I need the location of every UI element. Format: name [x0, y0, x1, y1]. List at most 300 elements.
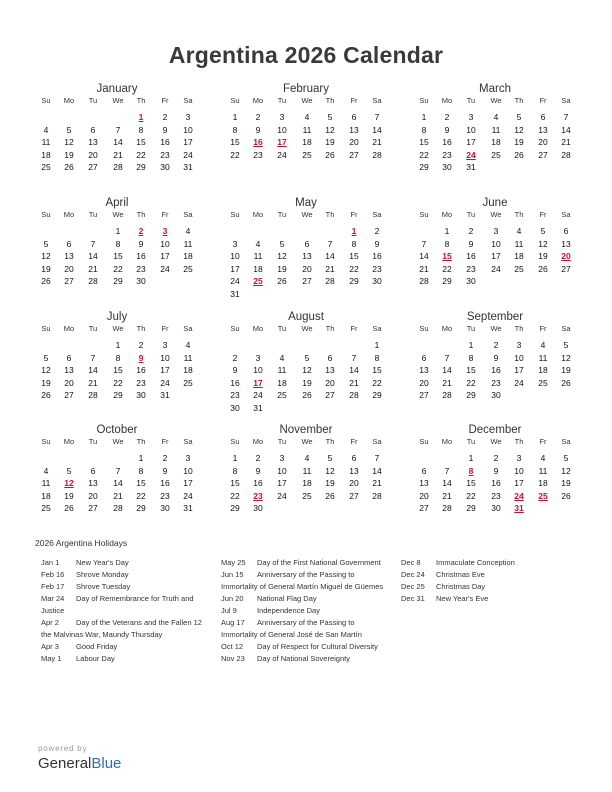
day-cell: 13: [561, 238, 571, 249]
day-cell: 8: [138, 124, 144, 135]
day-cell: 15: [372, 365, 382, 375]
day-cell: 14: [419, 251, 429, 261]
day-cell: 28: [419, 276, 429, 286]
day-cell: 20: [349, 478, 359, 488]
weekday-label: We: [112, 437, 124, 446]
day-cell: 18: [302, 478, 312, 488]
day-cell: 11: [491, 124, 501, 135]
day-cell: 20: [88, 149, 98, 160]
holiday-name: Day of the First National Government: [257, 558, 381, 567]
day-cell: 30: [136, 276, 146, 286]
day-cell: 16: [160, 137, 170, 147]
day-cell: 31: [183, 503, 193, 513]
holiday-day: 24: [466, 149, 476, 160]
weekday-label: We: [112, 210, 124, 219]
day-cell: 12: [325, 124, 335, 135]
day-cell: 23: [136, 263, 146, 274]
day-cell: 18: [183, 251, 193, 261]
day-cell: 24: [160, 377, 170, 388]
day-cell: 26: [561, 490, 571, 501]
weekday-label: Fr: [539, 437, 547, 446]
day-cell: 6: [90, 465, 96, 476]
day-cell: 2: [374, 226, 380, 236]
day-cell: 7: [351, 352, 357, 363]
holiday-day: 20: [561, 251, 571, 261]
day-cell: 12: [538, 238, 548, 249]
holiday-date: Dec 31: [401, 594, 425, 603]
weekday-label: Su: [41, 96, 51, 105]
day-cell: 27: [302, 276, 312, 286]
month-name: May: [295, 197, 317, 209]
holiday-date: Oct 12: [221, 642, 244, 651]
day-cell: 5: [540, 226, 546, 236]
weekday-label: Tu: [88, 324, 98, 333]
day-cell: 27: [538, 149, 548, 160]
day-cell: 20: [325, 377, 335, 388]
day-cell: 10: [183, 124, 193, 135]
weekday-label: Mo: [252, 437, 264, 446]
day-cell: 16: [442, 137, 452, 147]
day-cell: 4: [43, 124, 49, 135]
day-cell: 30: [442, 162, 452, 172]
day-cell: 30: [253, 503, 263, 513]
weekday-label: Th: [325, 324, 335, 333]
holidays-title: 2026 Argentina Holidays: [35, 538, 128, 548]
weekday-label: Fr: [350, 96, 358, 105]
day-cell: 16: [230, 377, 240, 388]
day-cell: 11: [41, 137, 51, 147]
day-cell: 23: [491, 490, 501, 501]
day-cell: 9: [444, 124, 450, 135]
day-cell: 9: [255, 124, 261, 135]
day-cell: 3: [279, 112, 285, 122]
day-cell: 16: [136, 251, 146, 261]
day-cell: 6: [304, 238, 310, 249]
day-cell: 18: [277, 377, 287, 388]
day-cell: 19: [64, 149, 74, 160]
day-cell: 5: [43, 352, 49, 363]
weekday-label: Mo: [63, 324, 75, 333]
day-cell: 22: [113, 263, 123, 274]
day-cell: 28: [349, 390, 359, 400]
day-cell: 25: [302, 490, 312, 501]
day-cell: 22: [466, 490, 476, 501]
day-cell: 28: [442, 390, 452, 400]
holiday-name: Day of National Sovereignty: [257, 654, 350, 663]
weekday-label: We: [112, 96, 124, 105]
day-cell: 17: [514, 478, 524, 488]
day-cell: 13: [302, 251, 312, 261]
day-cell: 10: [277, 465, 287, 476]
day-cell: 11: [538, 352, 548, 363]
day-cell: 27: [64, 276, 74, 286]
day-cell: 19: [41, 377, 51, 388]
weekday-label: Mo: [441, 437, 453, 446]
day-cell: 23: [442, 149, 452, 160]
day-cell: 12: [514, 124, 524, 135]
day-cell: 8: [374, 352, 380, 363]
weekday-label: Sa: [561, 324, 571, 333]
weekday-label: Su: [41, 210, 51, 219]
day-cell: 1: [444, 226, 450, 236]
day-cell: 16: [491, 365, 501, 375]
day-cell: 16: [372, 251, 382, 261]
holiday-name: Christmas Day: [436, 582, 486, 591]
day-cell: 12: [325, 465, 335, 476]
day-cell: 13: [419, 365, 429, 375]
day-cell: 24: [160, 263, 170, 274]
holiday-name: Day of the Veterans and the Fallen 12: [76, 618, 202, 627]
day-cell: 14: [88, 251, 98, 261]
weekday-label: We: [301, 210, 313, 219]
weekday-label: We: [301, 437, 313, 446]
holiday-day: 23: [253, 490, 263, 501]
weekday-label: Su: [230, 96, 240, 105]
day-cell: 26: [302, 390, 312, 400]
holiday-date: Apr 2: [41, 618, 59, 627]
day-cell: 3: [232, 238, 238, 249]
weekday-label: Mo: [63, 210, 75, 219]
day-cell: 26: [277, 276, 287, 286]
day-cell: 27: [419, 390, 429, 400]
day-cell: 5: [563, 453, 569, 463]
day-cell: 2: [468, 226, 474, 236]
day-cell: 8: [351, 238, 357, 249]
day-cell: 27: [88, 503, 98, 513]
day-cell: 11: [183, 238, 193, 249]
day-cell: 18: [514, 251, 524, 261]
day-cell: 24: [253, 390, 263, 400]
day-cell: 6: [327, 352, 333, 363]
brand-name-blue: Blue: [91, 755, 122, 772]
holiday-name: Anniversary of the Passing to: [257, 618, 355, 627]
day-cell: 8: [468, 352, 474, 363]
day-cell: 23: [466, 263, 476, 274]
weekday-label: Sa: [183, 96, 193, 105]
day-cell: 24: [277, 490, 287, 501]
weekday-label: Sa: [561, 210, 571, 219]
day-cell: 9: [374, 238, 380, 249]
day-cell: 19: [64, 490, 74, 501]
holiday-date: Nov 23: [221, 654, 245, 663]
weekday-label: Su: [419, 210, 429, 219]
day-cell: 8: [115, 238, 121, 249]
weekday-label: Fr: [539, 96, 547, 105]
weekday-label: Th: [325, 96, 335, 105]
day-cell: 19: [561, 478, 571, 488]
weekday-label: Th: [514, 324, 524, 333]
page-title: Argentina 2026 Calendar: [168, 42, 444, 68]
day-cell: 23: [230, 390, 240, 400]
day-cell: 6: [66, 352, 72, 363]
holiday-name: Independence Day: [257, 606, 320, 615]
day-cell: 15: [466, 365, 476, 375]
weekday-label: We: [112, 324, 124, 333]
day-cell: 29: [136, 162, 146, 172]
weekday-label: Th: [514, 210, 524, 219]
day-cell: 10: [230, 251, 240, 261]
holiday-name: Christmas Eve: [436, 570, 485, 579]
day-cell: 1: [468, 340, 474, 350]
day-cell: 22: [466, 377, 476, 388]
day-cell: 9: [162, 124, 168, 135]
weekday-label: Th: [136, 324, 146, 333]
day-cell: 11: [41, 478, 51, 488]
day-cell: 21: [419, 263, 429, 274]
day-cell: 4: [304, 453, 310, 463]
day-cell: 31: [230, 288, 240, 299]
weekday-label: Sa: [183, 210, 193, 219]
day-cell: 28: [561, 149, 571, 160]
day-cell: 20: [538, 137, 548, 147]
day-cell: 22: [230, 149, 240, 160]
day-cell: 3: [468, 112, 474, 122]
day-cell: 1: [232, 453, 238, 463]
holiday-name-continued: the Malvinas War, Maundy Thursday: [41, 630, 163, 639]
holiday-day: 16: [253, 137, 263, 147]
day-cell: 26: [64, 162, 74, 172]
day-cell: 15: [113, 365, 123, 375]
day-cell: 15: [230, 478, 240, 488]
weekday-label: Th: [514, 96, 524, 105]
weekday-label: Su: [230, 210, 240, 219]
day-cell: 13: [88, 137, 98, 147]
day-cell: 10: [514, 465, 524, 476]
holiday-date: Jan 1: [41, 558, 60, 567]
day-cell: 14: [325, 251, 335, 261]
day-cell: 4: [255, 238, 261, 249]
day-cell: 16: [253, 478, 263, 488]
weekday-label: Fr: [161, 96, 169, 105]
day-cell: 12: [561, 465, 571, 476]
day-cell: 31: [183, 162, 193, 172]
day-cell: 25: [491, 149, 501, 160]
weekday-label: Sa: [183, 437, 193, 446]
day-cell: 4: [43, 465, 49, 476]
day-cell: 20: [64, 377, 74, 388]
day-cell: 28: [325, 276, 335, 286]
month-name: June: [482, 197, 508, 209]
day-cell: 4: [279, 352, 285, 363]
day-cell: 19: [302, 377, 312, 388]
holiday-date: May 1: [41, 654, 62, 663]
holiday-name: Labour Day: [76, 654, 115, 663]
day-cell: 29: [372, 390, 382, 400]
weekday-label: We: [490, 210, 502, 219]
day-cell: 21: [113, 490, 123, 501]
weekday-label: Mo: [252, 96, 264, 105]
brand-logo: [38, 744, 121, 772]
day-cell: 21: [113, 149, 123, 160]
day-cell: 15: [466, 478, 476, 488]
day-cell: 11: [277, 365, 287, 375]
day-cell: 30: [136, 390, 146, 400]
day-cell: 26: [561, 377, 571, 388]
day-cell: 11: [302, 465, 312, 476]
day-cell: 3: [493, 226, 499, 236]
day-cell: 6: [421, 465, 427, 476]
day-cell: 23: [160, 490, 170, 501]
weekday-label: Tu: [277, 210, 287, 219]
weekday-label: Mo: [441, 324, 453, 333]
day-cell: 8: [232, 124, 238, 135]
day-cell: 1: [115, 226, 121, 236]
day-cell: 29: [419, 162, 429, 172]
day-cell: 2: [255, 112, 261, 122]
weekday-label: Mo: [63, 96, 75, 105]
day-cell: 14: [113, 137, 123, 147]
day-cell: 24: [277, 149, 287, 160]
weekday-label: Fr: [539, 324, 547, 333]
month-name: September: [466, 311, 524, 323]
day-cell: 30: [466, 276, 476, 286]
weekday-label: Su: [419, 96, 429, 105]
holiday-day: 1: [138, 112, 144, 122]
weekday-label: Su: [230, 324, 240, 333]
day-cell: 1: [374, 340, 380, 350]
day-cell: 12: [41, 251, 51, 261]
weekday-label: Fr: [350, 324, 358, 333]
day-cell: 9: [468, 238, 474, 249]
day-cell: 20: [349, 137, 359, 147]
weekday-label: Sa: [183, 324, 193, 333]
day-cell: 13: [349, 124, 359, 135]
day-cell: 11: [183, 352, 193, 363]
day-cell: 10: [160, 238, 170, 249]
day-cell: 29: [136, 503, 146, 513]
day-cell: 6: [563, 226, 569, 236]
day-cell: 18: [491, 137, 501, 147]
weekday-label: Th: [136, 437, 146, 446]
day-cell: 13: [325, 365, 335, 375]
day-cell: 29: [230, 503, 240, 513]
day-cell: 20: [419, 377, 429, 388]
day-cell: 20: [88, 490, 98, 501]
day-cell: 29: [113, 276, 123, 286]
day-cell: 12: [41, 365, 51, 375]
day-cell: 22: [136, 490, 146, 501]
day-cell: 6: [421, 352, 427, 363]
holiday-name-continued: Immortality of General Martín Miguel de Güemes: [221, 582, 384, 591]
weekday-label: Tu: [466, 324, 476, 333]
day-cell: 26: [64, 503, 74, 513]
day-cell: 16: [136, 365, 146, 375]
day-cell: 18: [183, 365, 193, 375]
day-cell: 13: [64, 365, 74, 375]
holiday-date: Dec 8: [401, 558, 421, 567]
day-cell: 25: [41, 503, 51, 513]
day-cell: 2: [232, 352, 238, 363]
holiday-date: Feb 17: [41, 582, 65, 591]
day-cell: 27: [325, 390, 335, 400]
month-name: October: [96, 424, 138, 436]
day-cell: 26: [514, 149, 524, 160]
day-cell: 20: [302, 263, 312, 274]
day-cell: 20: [64, 263, 74, 274]
weekday-label: Th: [136, 96, 146, 105]
day-cell: 17: [466, 137, 476, 147]
day-cell: 15: [113, 251, 123, 261]
day-cell: 29: [466, 503, 476, 513]
month-name: August: [288, 311, 324, 323]
day-cell: 10: [183, 465, 193, 476]
holiday-date: Jun 15: [221, 570, 244, 579]
weekday-label: Fr: [161, 210, 169, 219]
weekday-label: We: [490, 96, 502, 105]
day-cell: 14: [561, 124, 571, 135]
day-cell: 14: [88, 365, 98, 375]
day-cell: 19: [277, 263, 287, 274]
day-cell: 5: [327, 453, 333, 463]
weekday-label: We: [490, 324, 502, 333]
day-cell: 23: [136, 377, 146, 388]
day-cell: 5: [304, 352, 310, 363]
day-cell: 20: [419, 490, 429, 501]
day-cell: 2: [162, 112, 168, 122]
day-cell: 22: [442, 263, 452, 274]
holiday-name: National Flag Day: [257, 594, 317, 603]
day-cell: 22: [113, 377, 123, 388]
day-cell: 29: [442, 276, 452, 286]
day-cell: 9: [255, 465, 261, 476]
day-cell: 15: [419, 137, 429, 147]
holiday-name: Good Friday: [76, 642, 118, 651]
day-cell: 14: [349, 365, 359, 375]
weekday-label: Sa: [372, 324, 382, 333]
day-cell: 15: [349, 251, 359, 261]
day-cell: 28: [113, 503, 123, 513]
weekday-label: Su: [419, 324, 429, 333]
day-cell: 22: [419, 149, 429, 160]
weekday-label: Sa: [372, 96, 382, 105]
day-cell: 26: [41, 276, 51, 286]
holiday-day: 25: [538, 490, 548, 501]
month-name: November: [279, 424, 333, 436]
day-cell: 30: [160, 162, 170, 172]
weekday-label: Fr: [539, 210, 547, 219]
day-cell: 30: [491, 390, 501, 400]
weekday-label: We: [490, 437, 502, 446]
day-cell: 13: [88, 478, 98, 488]
day-cell: 12: [561, 352, 571, 363]
weekday-label: Fr: [161, 324, 169, 333]
holiday-day: 31: [514, 503, 524, 513]
day-cell: 11: [538, 465, 548, 476]
day-cell: 1: [115, 340, 121, 350]
month-name: December: [468, 424, 522, 436]
day-cell: 22: [136, 149, 146, 160]
day-cell: 4: [185, 340, 191, 350]
weekday-label: Fr: [161, 437, 169, 446]
day-cell: 26: [325, 149, 335, 160]
day-cell: 2: [255, 453, 261, 463]
day-cell: 8: [115, 352, 121, 363]
day-cell: 19: [325, 478, 335, 488]
day-cell: 6: [351, 453, 357, 463]
month-name: March: [479, 83, 511, 95]
weekday-label: Tu: [88, 210, 98, 219]
holiday-day: 17: [277, 137, 287, 147]
holiday-date: Aug 17: [221, 618, 245, 627]
weekday-label: We: [301, 324, 313, 333]
day-cell: 17: [160, 365, 170, 375]
holiday-date: Jul 9: [221, 606, 237, 615]
day-cell: 25: [41, 162, 51, 172]
day-cell: 2: [138, 340, 144, 350]
day-cell: 1: [421, 112, 427, 122]
day-cell: 7: [444, 465, 450, 476]
day-cell: 6: [90, 124, 96, 135]
